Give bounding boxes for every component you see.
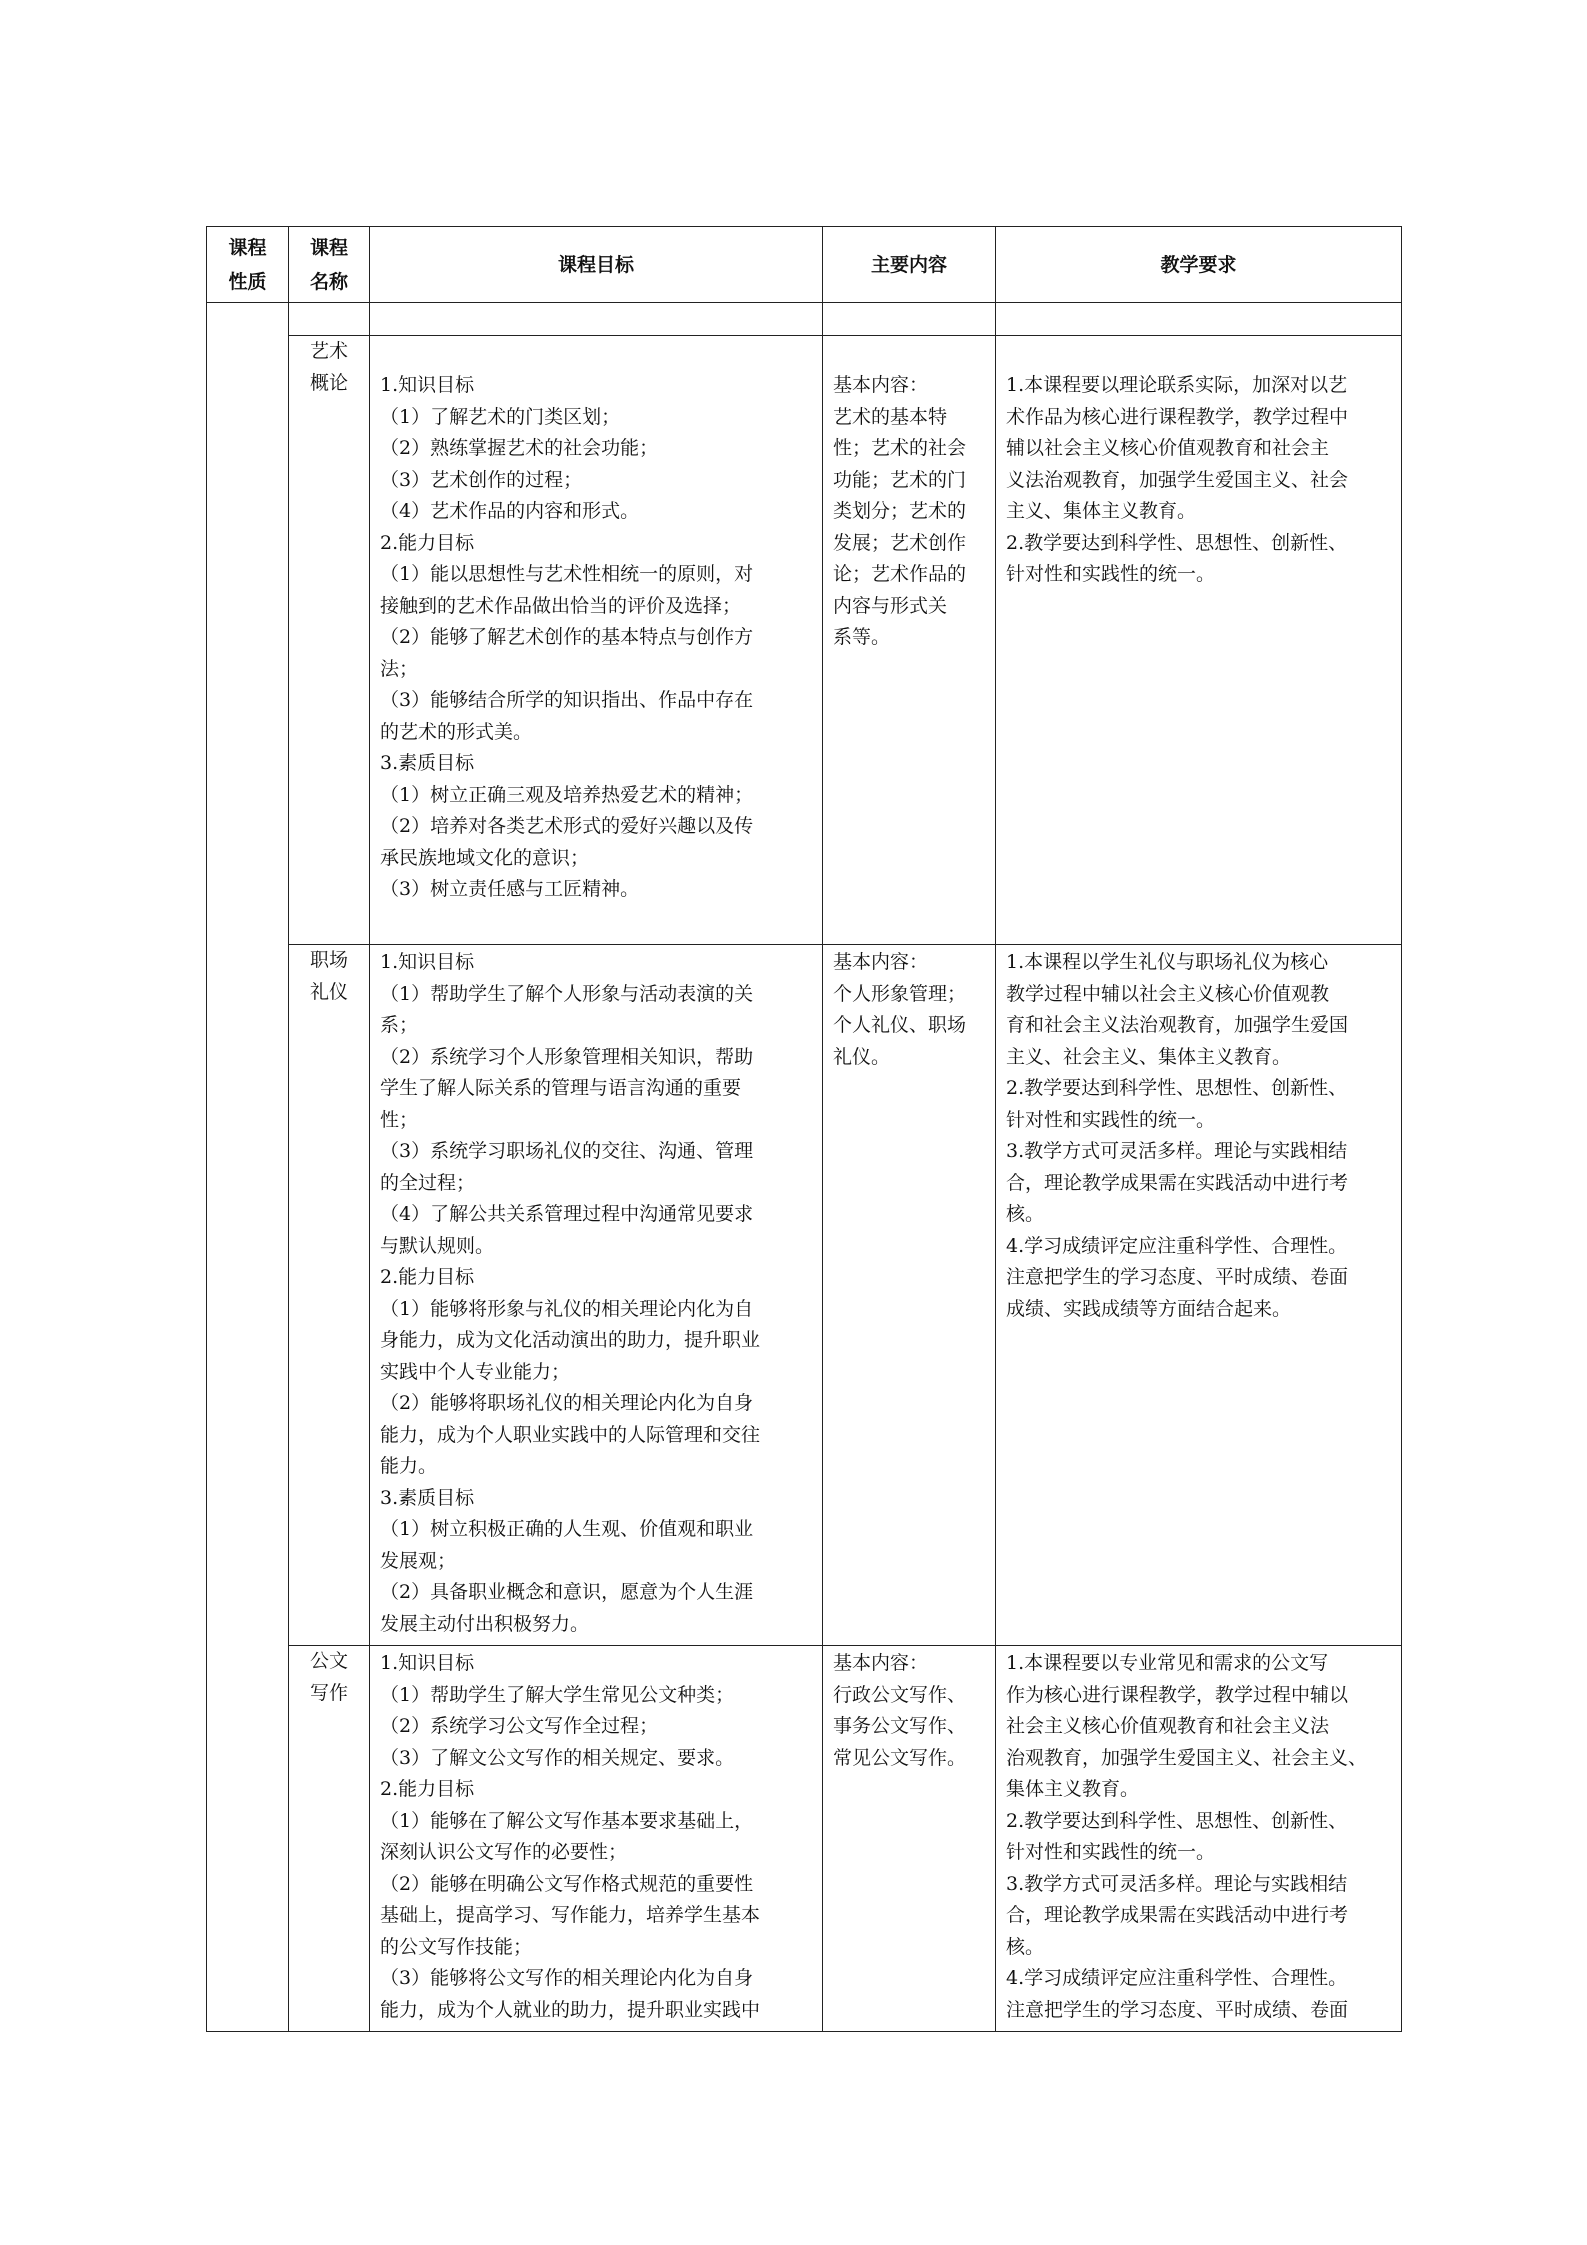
text-line: 主义、集体主义教育。 <box>1006 500 1197 522</box>
text-line: 系； <box>380 1014 419 1036</box>
text-line: 4.学习成绩评定应注重科学性、合理性。 <box>1006 1234 1348 1257</box>
header-course-name: 课程 名称 <box>289 227 370 303</box>
text-line: （1）了解艺术的门类区划； <box>380 405 621 428</box>
requirements-list <box>1006 1648 1391 2026</box>
header-course-goals: 课程目标 <box>370 227 823 303</box>
text-line: 成绩、实践成绩等方面结合起来。 <box>1006 1297 1292 1320</box>
requirements-list <box>1006 370 1391 591</box>
text-line: 法； <box>380 657 419 680</box>
table-row <box>207 1646 1402 2032</box>
text-line: 论；艺术作品的 <box>833 563 967 585</box>
text-line: 基础上，提高学习、写作能力，培养学生基本 <box>380 1904 761 1926</box>
text-line: 注意把学生的学习态度、平时成绩、卷面 <box>1006 1266 1349 1288</box>
text-line: 的全过程； <box>380 1171 476 1194</box>
text-line: （3）能够将公文写作的相关理论内化为自身 <box>380 1967 754 1989</box>
content-list <box>833 370 985 654</box>
header-teaching-requirements: 教学要求 <box>996 227 1402 303</box>
table-row <box>207 336 1402 945</box>
header-row <box>207 227 1402 303</box>
text-line: 3.教学方式可灵活多样。理论与实践相结 <box>1006 1140 1348 1162</box>
text-line: （3）了解文公文写作的相关规定、要求。 <box>380 1746 735 1769</box>
text-line: 术作品为核心进行课程教学，教学过程中 <box>1006 405 1349 428</box>
main-content-cell <box>823 945 996 1646</box>
text-line: 主义、社会主义、集体主义教育。 <box>1006 1045 1292 1068</box>
table-row <box>207 945 1402 1646</box>
text-line: 能力，成为个人职业实践中的人际管理和交往 <box>380 1423 761 1446</box>
text-line: 核。 <box>1006 1935 1045 1958</box>
text-line: （2）培养对各类艺术形式的爱好兴趣以及传 <box>380 815 754 837</box>
text-line: 深刻认识公文写作的必要性； <box>380 1841 628 1863</box>
empty-cell <box>289 303 370 336</box>
text-line: 注意把学生的学习态度、平时成绩、卷面 <box>1006 1998 1349 2021</box>
text-line: （1）能够在了解公文写作基本要求基础上， <box>380 1809 754 1832</box>
text-line: 义法治观教育，加强学生爱国主义、社会 <box>1006 468 1349 491</box>
text-line: 与默认规则。 <box>380 1234 495 1257</box>
text-line: 实践中个人专业能力； <box>380 1360 571 1383</box>
text-line: 社会主义核心价值观教育和社会主义法 <box>1006 1715 1330 1737</box>
text-line: 针对性和实践性的统一。 <box>1006 1841 1216 1863</box>
requirements-cell <box>996 336 1402 945</box>
text-line: 2.能力目标 <box>380 1266 475 1288</box>
text-line: 个人礼仪、职场 <box>833 1014 967 1036</box>
text-line: 2.教学要达到科学性、思想性、创新性、 <box>1006 1809 1348 1832</box>
text-line: 核。 <box>1006 1203 1045 1225</box>
text-line: 接触到的艺术作品做出恰当的评价及选择； <box>380 594 742 617</box>
text-line: 教学过程中辅以社会主义核心价值观教 <box>1006 982 1330 1005</box>
content-list <box>833 947 985 1073</box>
spacer-row <box>207 303 1402 336</box>
text-line: 1.知识目标 <box>380 1652 475 1674</box>
text-line: （2）熟练掌握艺术的社会功能； <box>380 437 659 459</box>
text-line: 集体主义教育。 <box>1006 1778 1140 1800</box>
text-line: 1.本课程要以理论联系实际，加深对以艺 <box>1006 374 1348 396</box>
text-line: 内容与形式关 <box>833 594 948 617</box>
text-line: 身能力，成为文化活动演出的助力，提升职业 <box>380 1329 761 1351</box>
content-list <box>833 1648 985 1774</box>
main-content-cell <box>823 336 996 945</box>
text-line: 艺术的基本特 <box>833 405 948 428</box>
empty-cell <box>823 303 996 336</box>
text-line: 1.知识目标 <box>380 374 475 396</box>
text-line: 的艺术的形式美。 <box>380 720 533 743</box>
text-line: （1）树立积极正确的人生观、价值观和职业 <box>380 1518 754 1540</box>
text-line: （4）了解公共关系管理过程中沟通常见要求 <box>380 1203 754 1225</box>
text-line: 承民族地域文化的意识； <box>380 846 590 869</box>
text-line: 功能；艺术的门 <box>833 468 967 491</box>
text-line: （2）具备职业概念和意识，愿意为个人生涯 <box>380 1581 754 1603</box>
text-line: （3）系统学习职场礼仪的交往、沟通、管理 <box>380 1140 754 1162</box>
text-line: 基本内容： <box>833 1652 929 1674</box>
goals-list <box>380 947 812 1640</box>
empty-cell <box>370 303 823 336</box>
text-line: （2）能够了解艺术创作的基本特点与创作方 <box>380 626 754 648</box>
text-line: 基本内容： <box>833 374 929 396</box>
text-line: 针对性和实践性的统一。 <box>1006 563 1216 585</box>
text-line: 合，理论教学成果需在实践活动中进行考 <box>1006 1171 1349 1194</box>
text-line: （2）能够在明确公文写作格式规范的重要性 <box>380 1872 754 1895</box>
text-line: 性；艺术的社会 <box>833 437 967 459</box>
course-goals-cell <box>370 945 823 1646</box>
text-line: （1）树立正确三观及培养热爱艺术的精神； <box>380 783 754 806</box>
text-line: 2.教学要达到科学性、思想性、创新性、 <box>1006 531 1348 554</box>
text-line: （2）系统学习公文写作全过程； <box>380 1715 659 1737</box>
requirements-cell <box>996 945 1402 1646</box>
text-line: 针对性和实践性的统一。 <box>1006 1108 1216 1131</box>
text-line: 2.教学要达到科学性、思想性、创新性、 <box>1006 1077 1348 1099</box>
text-line: 1.本课程以学生礼仪与职场礼仪为核心 <box>1006 951 1329 973</box>
course-name-art-intro: 艺术 概论 <box>289 336 370 945</box>
goals-list <box>380 370 812 906</box>
header-main-content: 主要内容 <box>823 227 996 303</box>
text-line: 个人形象管理； <box>833 982 967 1005</box>
text-line: 治观教育，加强学生爱国主义、社会主义、 <box>1006 1746 1368 1769</box>
text-line: 基本内容： <box>833 951 929 973</box>
curriculum-table <box>206 226 1402 2032</box>
empty-cell <box>996 303 1402 336</box>
course-goals-cell <box>370 1646 823 2032</box>
text-line: 3.素质目标 <box>380 752 475 774</box>
text-line: （3）树立责任感与工匠精神。 <box>380 878 640 900</box>
text-line: 发展观； <box>380 1549 457 1572</box>
text-line: 的公文写作技能； <box>380 1935 533 1958</box>
text-line: （1）帮助学生了解个人形象与活动表演的关 <box>380 982 754 1005</box>
text-line: 能力。 <box>380 1455 438 1477</box>
text-line: 2.能力目标 <box>380 531 475 554</box>
text-line: 1.知识目标 <box>380 951 475 973</box>
text-line: （3）能够结合所学的知识指出、作品中存在 <box>380 689 754 711</box>
text-line: （2）能够将职场礼仪的相关理论内化为自身 <box>380 1392 754 1414</box>
text-line: 育和社会主义法治观教育，加强学生爱国 <box>1006 1014 1349 1036</box>
text-line: 发展；艺术创作 <box>833 531 967 554</box>
text-line: 系等。 <box>833 626 891 648</box>
text-line: 事务公文写作、 <box>833 1715 967 1737</box>
requirements-list <box>1006 947 1391 1325</box>
text-line: 3.素质目标 <box>380 1486 475 1509</box>
text-line: 学生了解人际关系的管理与语言沟通的重要 <box>380 1077 742 1099</box>
goals-list <box>380 1648 812 2026</box>
text-line: （1）帮助学生了解大学生常见公文种类； <box>380 1683 735 1706</box>
text-line: 4.学习成绩评定应注重科学性、合理性。 <box>1006 1967 1348 1989</box>
course-goals-cell <box>370 336 823 945</box>
text-line: （1）能够将形象与礼仪的相关理论内化为自 <box>380 1297 754 1320</box>
text-line: （2）系统学习个人形象管理相关知识，帮助 <box>380 1045 754 1068</box>
text-line: （3）艺术创作的过程； <box>380 468 583 491</box>
text-line: （1）能以思想性与艺术性相统一的原则，对 <box>380 563 754 585</box>
main-content-cell <box>823 1646 996 2032</box>
text-line: 1.本课程要以专业常见和需求的公文写 <box>1006 1652 1329 1674</box>
text-line: 行政公文写作、 <box>833 1683 967 1706</box>
text-line: 发展主动付出积极努力。 <box>380 1612 590 1635</box>
text-line: 3.教学方式可灵活多样。理论与实践相结 <box>1006 1872 1348 1895</box>
course-name-workplace-etiquette: 职场 礼仪 <box>289 945 370 1646</box>
text-line: 礼仪。 <box>833 1045 891 1068</box>
text-line: 常见公文写作。 <box>833 1746 967 1769</box>
text-line: 辅以社会主义核心价值观教育和社会主 <box>1006 437 1330 459</box>
text-line: 类划分；艺术的 <box>833 500 967 522</box>
requirements-cell <box>996 1646 1402 2032</box>
text-line: 合，理论教学成果需在实践活动中进行考 <box>1006 1904 1349 1926</box>
text-line: 能力，成为个人就业的助力，提升职业实践中 <box>380 1998 761 2021</box>
header-course-nature: 课程 性质 <box>207 227 289 303</box>
text-line: 作为核心进行课程教学，教学过程中辅以 <box>1006 1683 1349 1706</box>
text-line: （4）艺术作品的内容和形式。 <box>380 500 640 522</box>
text-line: 2.能力目标 <box>380 1778 475 1800</box>
course-name-official-writing: 公文 写作 <box>289 1646 370 2032</box>
text-line: 性； <box>380 1108 419 1131</box>
course-nature-cell <box>207 303 289 2032</box>
